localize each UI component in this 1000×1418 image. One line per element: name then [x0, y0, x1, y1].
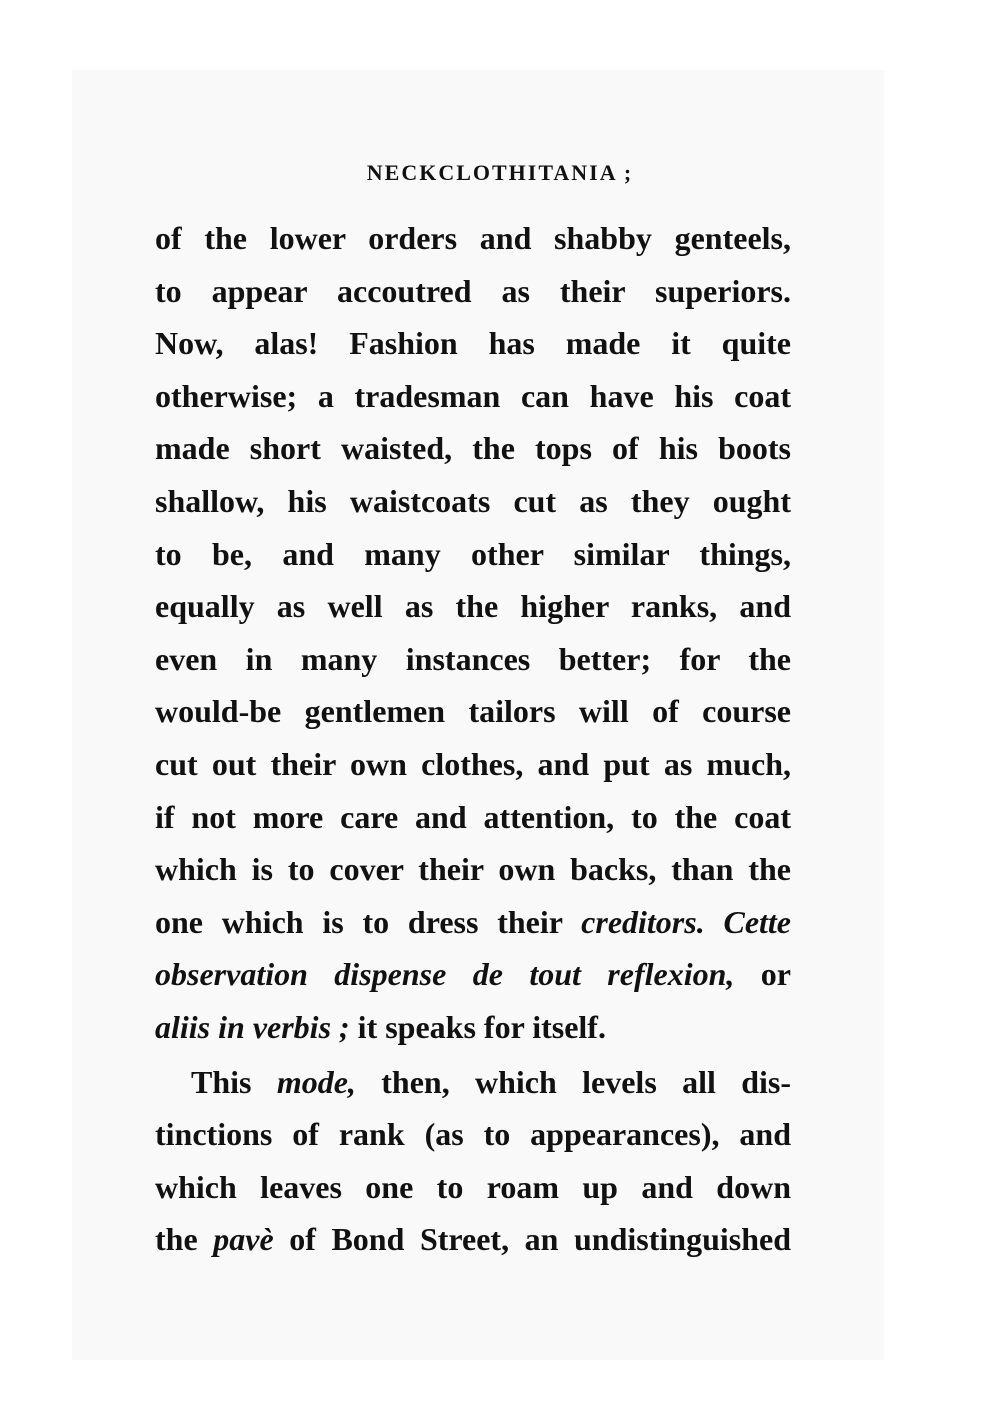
text-line: shallow, his waistcoats cut as they ought: [155, 482, 791, 519]
text-roman: the: [155, 1221, 198, 1258]
body-text: [155, 212, 791, 1266]
text-roman: This: [191, 1063, 252, 1100]
text-line-mixed: [155, 896, 791, 949]
text-line: otherwise; a tradesman can have his coat: [155, 377, 791, 414]
text-line: tinctions of rank (as to appearances), and: [155, 1116, 791, 1153]
text-line-mixed: [155, 1001, 791, 1054]
running-head: NECKCLOTHITANIA ;: [366, 160, 634, 185]
text-line-mixed: [155, 1056, 791, 1109]
text-line: made short waisted, the tops of his boots: [155, 430, 791, 467]
text-italic: aliis in verbis ;: [155, 1008, 350, 1045]
text-roman: or: [760, 956, 791, 993]
text-line: Now, alas! Fashion has made it quite: [155, 325, 791, 362]
text-line: to be, and many other similar things,: [155, 535, 791, 572]
text-roman: of Bond Street, an undistinguished: [289, 1221, 792, 1258]
text-line: which is to cover their own backs, than the: [155, 851, 791, 888]
text-line: to appear accoutred as their superiors.: [155, 272, 791, 309]
text-italic: creditors. Cette: [581, 903, 792, 940]
text-italic: observation dispense de tout reflexion,: [155, 956, 735, 993]
text-italic: pavè: [213, 1221, 274, 1258]
text-italic: mode,: [276, 1063, 356, 1100]
text-line: equally as well as the higher ranks, and: [155, 588, 791, 625]
text-line-mixed: [155, 948, 791, 1001]
text-roman: one which is to dress their: [155, 903, 563, 940]
text-line: of the lower orders and shabby genteels,: [155, 220, 791, 256]
text-line-mixed: [155, 1213, 791, 1266]
text-line: would-be gentlemen tailors will of course: [155, 693, 791, 730]
text-line: if not more care and attention, to the coat: [155, 798, 791, 835]
text-roman: it speaks for itself.: [357, 1008, 606, 1045]
text-line: cut out their own clothes, and put as much,: [155, 745, 791, 782]
text-line: even in many instances better; for the: [155, 640, 791, 677]
text-roman: then, which levels all dis-: [381, 1063, 792, 1100]
text-line: which leaves one to roam up and down: [155, 1168, 791, 1205]
